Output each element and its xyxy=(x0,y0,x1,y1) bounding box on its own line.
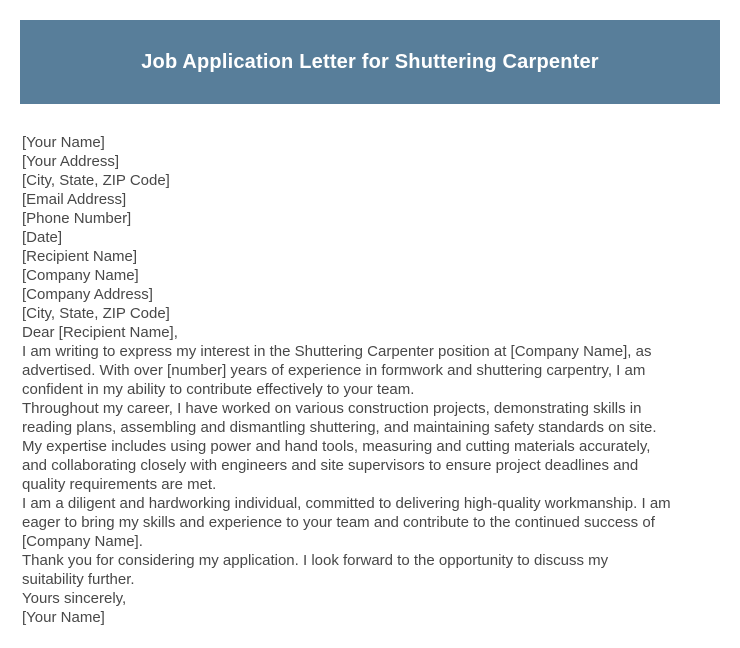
letter-line: [Email Address] xyxy=(22,191,127,208)
letter-line: suitability further. xyxy=(22,571,135,588)
letter-line: [Company Name]. xyxy=(22,533,143,550)
letter-line: [Company Address] xyxy=(22,286,153,303)
paragraph xyxy=(22,399,738,494)
letter-line: [Phone Number] xyxy=(22,210,132,227)
paragraphs-block xyxy=(22,342,738,589)
letter-line: [Company Name] xyxy=(22,267,139,284)
salutation-line: Dear [Recipient Name], xyxy=(22,324,178,341)
letter-line: Throughout my career, I have worked on various construction projects, demonstrating skills in xyxy=(22,400,642,417)
letter-line: reading plans, assembling and dismantling shuttering, and maintaining safety standards on site. xyxy=(22,419,657,436)
letter-line: [Recipient Name] xyxy=(22,248,138,265)
letter-line: [City, State, ZIP Code] xyxy=(22,305,170,322)
recipient-block xyxy=(22,247,738,323)
letter-line: I am a diligent and hardworking individual, committed to delivering high-quality workmanship. I am xyxy=(22,495,671,512)
paragraph xyxy=(22,494,738,551)
signature-line: [Your Name] xyxy=(22,609,105,626)
letter-line: eager to bring my skills and experience to your team and contribute to the continued success of xyxy=(22,514,655,531)
letter-line: advertised. With over [number] years of experience in formwork and shuttering carpentry, I am xyxy=(22,362,646,379)
letter-line: confident in my ability to contribute effectively to your team. xyxy=(22,381,415,398)
letter-line: [City, State, ZIP Code] xyxy=(22,172,170,189)
sender-block xyxy=(22,133,738,247)
letter-line: [Your Address] xyxy=(22,153,120,170)
letter-line: [Your Name] xyxy=(22,134,105,151)
letter-body xyxy=(22,133,738,627)
closing-line: Yours sincerely, xyxy=(22,590,127,607)
letter-line: I am writing to express my interest in the Shuttering Carpenter position at [Company Name], as xyxy=(22,343,652,360)
paragraph xyxy=(22,342,738,399)
letter-line: [Date] xyxy=(22,229,63,246)
letter-line: Thank you for considering my application. I look forward to the opportunity to discuss my xyxy=(22,552,609,569)
letter-line: My expertise includes using power and hand tools, measuring and cutting materials accurately, xyxy=(22,438,651,455)
paragraph xyxy=(22,551,738,589)
letter-line: and collaborating closely with engineers and site supervisors to ensure project deadlines and xyxy=(22,457,639,474)
title-banner xyxy=(20,20,720,104)
page-title: Job Application Letter for Shuttering Carpenter xyxy=(141,50,599,73)
letter-line: quality requirements are met. xyxy=(22,476,217,493)
